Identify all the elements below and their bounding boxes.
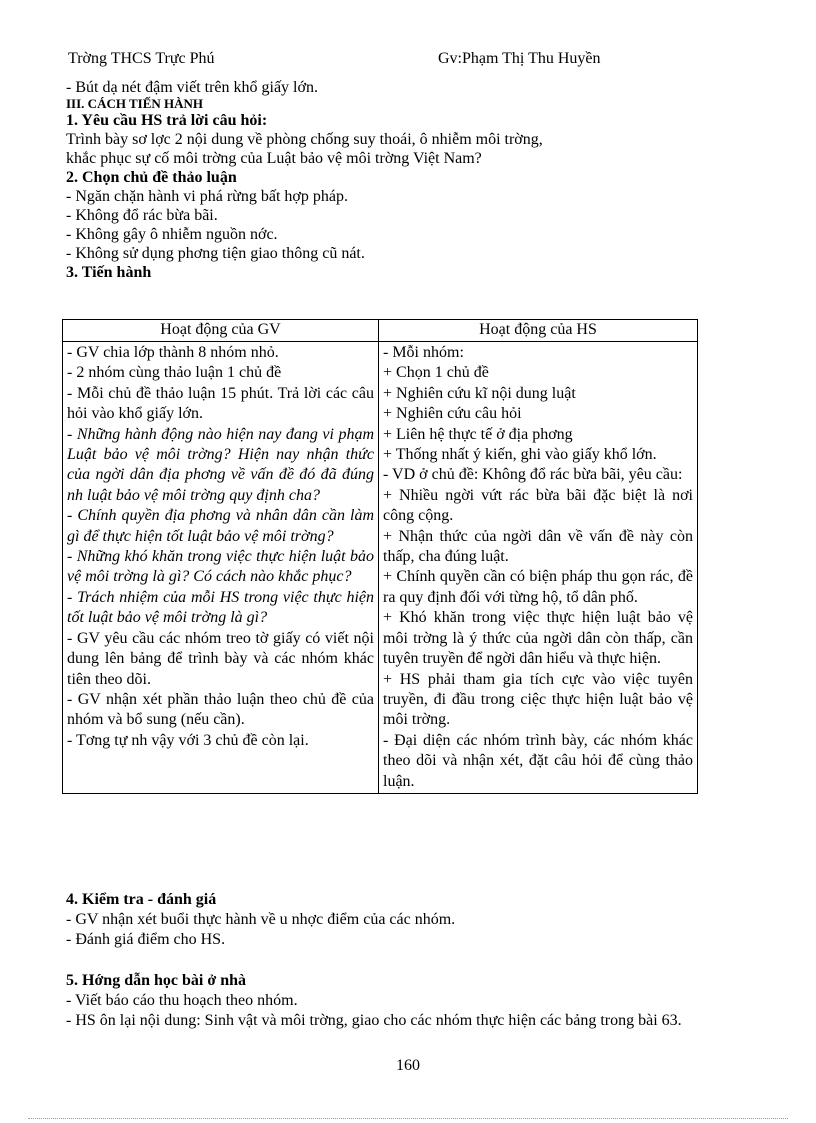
step1-line: khắc phục sự cố môi trờng của Luật bảo vệ môi trờng Việt Nam? — [66, 150, 482, 167]
hs-item: + Chính quyền cần có biện pháp thu gọn rác, đề ra quy định đối với từng hộ, tổ dân phố. — [383, 568, 693, 606]
table-header-row — [63, 320, 698, 342]
gv-activities-cell — [63, 342, 379, 794]
topic-item: - Không sử dụng phơng tiện giao thông cũ nát. — [66, 245, 365, 262]
hs-item: + Liên hệ thực tế ở địa phơng — [383, 425, 573, 443]
step1-heading: 1. Yêu cầu HS trả lời câu hỏi: — [66, 112, 268, 129]
hs-item: + Nhiều ngời vứt rác bừa bãi đặc biệt là nơi công cộng. — [383, 486, 693, 525]
gv-item: - 2 nhóm cùng thảo luận 1 chủ đề — [67, 364, 282, 382]
material-line: - Bút dạ nét đậm viết trên khổ giấy lớn. — [66, 79, 318, 96]
step5-heading: 5. Hớng dẫn học bài ở nhà — [66, 972, 246, 989]
step1-line: Trình bày sơ lợc 2 nội dung về phòng chống suy thoái, ô nhiễm môi trờng, — [66, 131, 543, 148]
hs-activities-cell — [379, 342, 698, 794]
hs-item: - Đại diện các nhóm trình bày, các nhóm khác theo dõi và nhận xét, đặt câu hỏi để cùng thảo luận. — [383, 731, 693, 790]
topic-item: - Ngăn chặn hành vi phá rừng bất hợp pháp. — [66, 188, 348, 205]
step2-heading: 2. Chọn chủ đề thảo luận — [66, 169, 237, 186]
activity-table-wrapper — [62, 319, 697, 794]
topic-item: - Không gây ô nhiễm nguồn nớc. — [66, 226, 278, 243]
topic-item: - Không đổ rác bừa bãi. — [66, 207, 218, 224]
activity-table — [62, 319, 698, 794]
hs-item: + Nghiên cứu câu hỏi — [383, 405, 522, 423]
page-header — [68, 50, 688, 70]
section-heading: III. CÁCH TIẾN HÀNH — [66, 96, 204, 111]
gv-question: - Những hành động nào hiện nay đang vi phạm Luật bảo vệ môi trờng? Hiện nay nhận thức của ngời dân địa phơng về vấn đề đó đã đúng nh luật bảo vệ môi trờng quy định cha? — [67, 425, 374, 504]
gv-question: - Trách nhiệm của mỗi HS trong việc thực hiện tốt luật bảo vệ môi trờng là gì? — [67, 588, 374, 627]
hs-item: - Mỗi nhóm: — [383, 344, 464, 361]
assessment-item: - Đánh giá điểm cho HS. — [66, 931, 226, 948]
assessment-item: - GV nhận xét buổi thực hành về u nhợc điểm của các nhóm. — [66, 911, 456, 928]
gv-item: - GV nhận xét phần thảo luận theo chủ đề của nhóm và bổ sung (nếu cần). — [67, 690, 374, 729]
homework-item: - Viết báo cáo thu hoạch theo nhóm. — [66, 992, 298, 1009]
gv-question: - Những khó khăn trong việc thực hiện luật bảo vệ môi trờng là gì? Có cách nào khắc phục? — [67, 548, 374, 586]
gv-item: - GV yêu cầu các nhóm treo tờ giấy có viết nội dung lên bảng để trình bày và các nhóm khác tiên theo dõi. — [67, 629, 374, 688]
gv-item: - Mỗi chủ đề thảo luận 15 phút. Trả lời các câu hỏi vào khổ giấy lớn. — [67, 384, 374, 423]
hs-column-header: Hoạt động của HS — [379, 320, 698, 342]
hs-item: + Chọn 1 chủ đề — [383, 364, 489, 382]
gv-column-header: Hoạt động của GV — [63, 320, 379, 342]
homework-item: - HS ôn lại nội dung: Sinh vật và môi trờng, giao cho các nhóm thực hiện các bảng trong bài 63. — [66, 1012, 682, 1029]
intro-section — [66, 78, 690, 282]
hs-item: + Thống nhất ý kiến, ghi vào giấy khổ lớn. — [383, 446, 657, 464]
spacer — [66, 950, 690, 971]
step4-heading: 4. Kiểm tra - đánh giá — [66, 891, 217, 908]
hs-item: - VD ở chủ đề: Không đổ rác bừa bãi, yêu cầu: — [383, 466, 683, 484]
gv-item: - Tơng tự nh vậy với 3 chủ đề còn lại. — [67, 731, 309, 749]
gv-item: - GV chia lớp thành 8 nhóm nhỏ. — [67, 344, 279, 361]
school-name: Trờng THCS Trực Phú — [68, 50, 215, 67]
hs-item: + Nghiên cứu kĩ nội dung luật — [383, 384, 576, 402]
page-number: 160 — [396, 1057, 420, 1074]
hs-item: + Nhận thức của ngời dân về vấn đề này còn thấp, cha đúng luật. — [383, 527, 693, 566]
closing-section — [66, 890, 690, 1031]
step3-heading: 3. Tiến hành — [66, 264, 152, 281]
teacher-name: Gv:Phạm Thị Thu Huyền — [438, 50, 601, 67]
gv-question: - Chính quyền địa phơng và nhân dân cần làm gì để thực hiện tốt luật bảo vệ môi trờng? — [67, 507, 374, 545]
hs-item: + Khó khăn trong việc thực hiện luật bảo vệ môi trờng là ý thức của ngời dân còn thấp, cần tuyên truyền để ngời dân hiểu và thực hiện. — [383, 609, 693, 668]
page-bottom-rule — [28, 1118, 788, 1119]
table-row — [63, 342, 698, 794]
hs-item: + HS phải tham gia tích cực vào việc tuyên truyền, đi đầu trong ciệc thực hiện luật bảo vệ môi trờng. — [383, 670, 693, 729]
